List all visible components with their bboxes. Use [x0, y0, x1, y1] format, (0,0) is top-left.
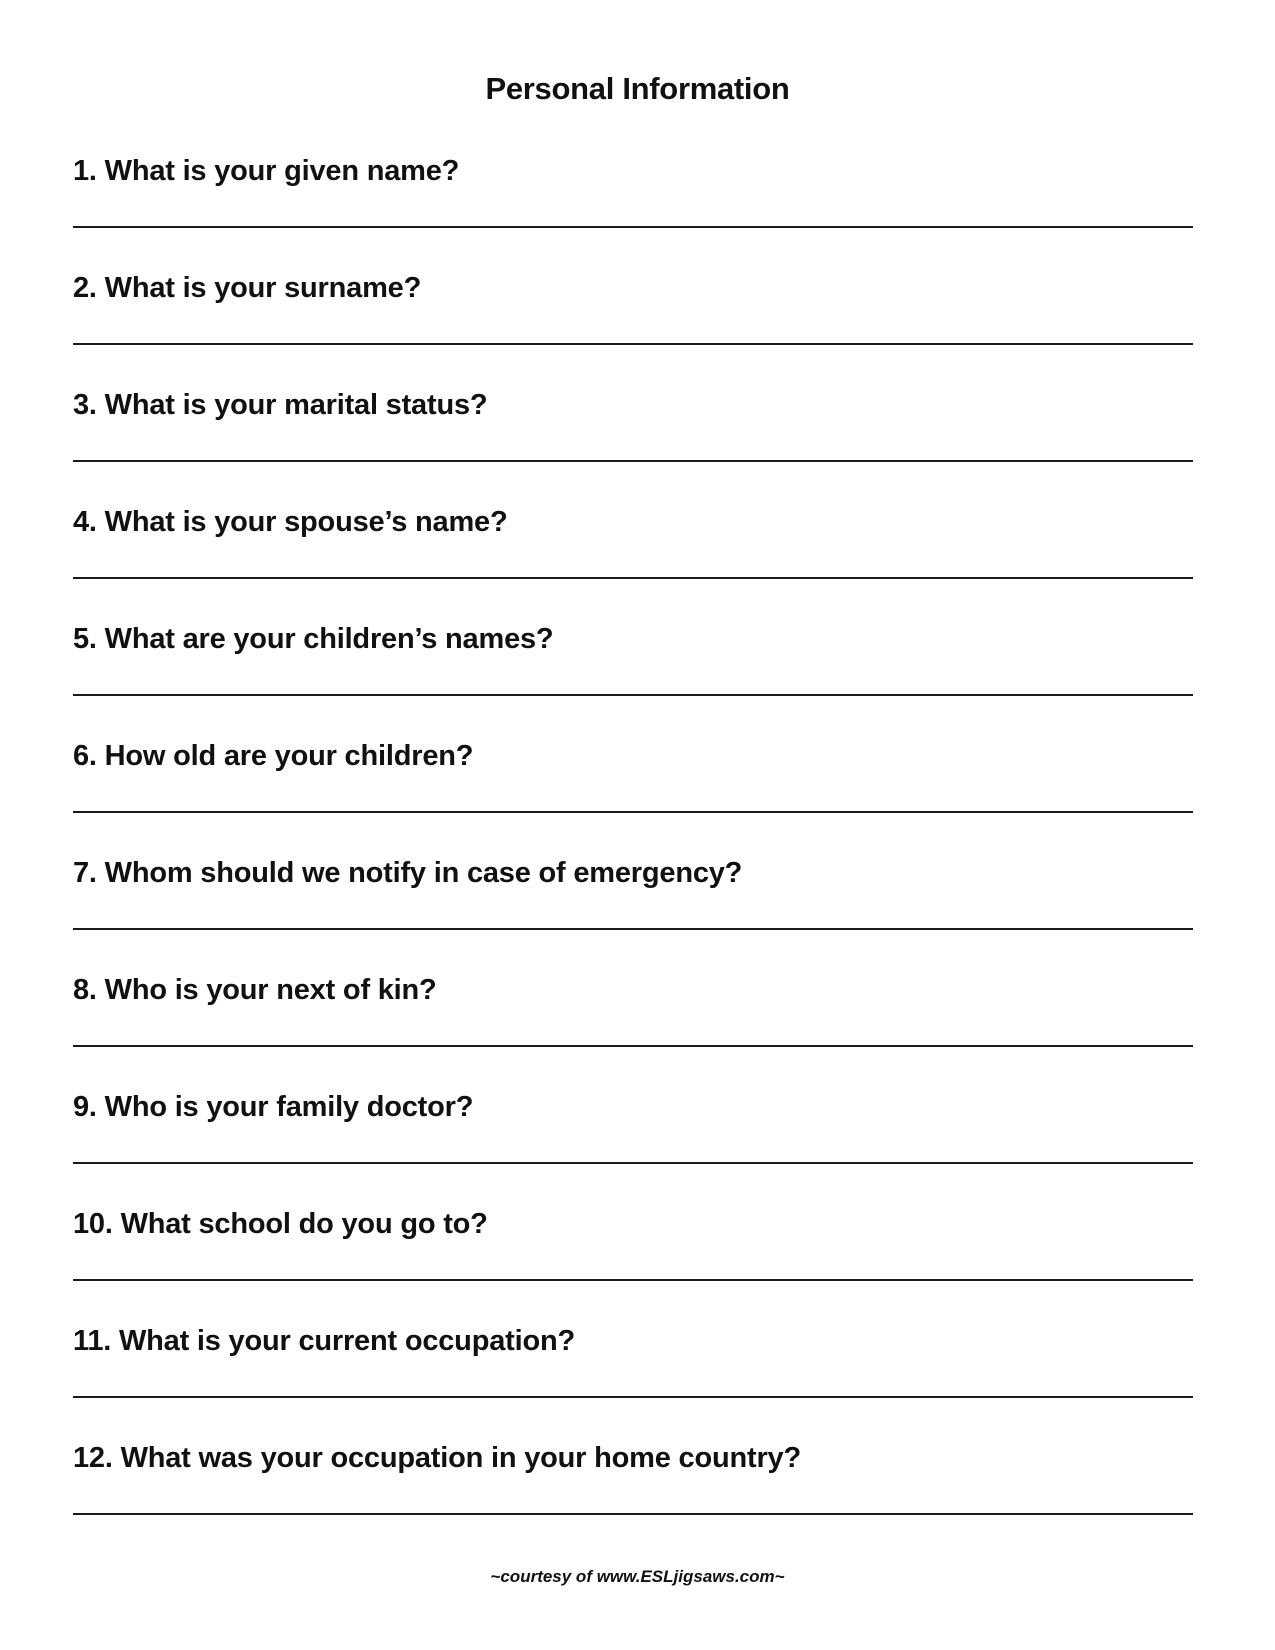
- question-item: [73, 1323, 1193, 1440]
- page-title: Personal Information: [485, 71, 790, 106]
- question-item: [73, 972, 1193, 1089]
- question-text: 11. What is your current occupation?: [73, 1325, 575, 1357]
- answer-line[interactable]: [73, 694, 1193, 696]
- question-text: 3. What is your marital status?: [73, 389, 488, 421]
- question-text: 4. What is your spouse’s name?: [73, 506, 508, 538]
- question-item: [73, 1089, 1193, 1206]
- answer-line[interactable]: [73, 577, 1193, 579]
- answer-line[interactable]: [73, 1279, 1193, 1281]
- question-item: [73, 504, 1193, 621]
- answer-line[interactable]: [73, 226, 1193, 228]
- question-text: 9. Who is your family doctor?: [73, 1091, 474, 1123]
- answer-line[interactable]: [73, 343, 1193, 345]
- question-item: [73, 153, 1193, 270]
- answer-line[interactable]: [73, 1045, 1193, 1047]
- question-item: [73, 1206, 1193, 1323]
- question-item: [73, 621, 1193, 738]
- question-text: 1. What is your given name?: [73, 155, 460, 187]
- answer-line[interactable]: [73, 1513, 1193, 1515]
- courtesy-footer: ~courtesy of www.ESLjigsaws.com~: [490, 1567, 785, 1586]
- answer-line[interactable]: [73, 928, 1193, 930]
- question-text: 2. What is your surname?: [73, 272, 422, 304]
- answer-line[interactable]: [73, 1162, 1193, 1164]
- question-text: 8. Who is your next of kin?: [73, 974, 437, 1006]
- answer-line[interactable]: [73, 811, 1193, 813]
- question-text: 5. What are your children’s names?: [73, 623, 554, 655]
- answer-line[interactable]: [73, 460, 1193, 462]
- question-text: 12. What was your occupation in your home country?: [73, 1442, 801, 1474]
- question-item: [73, 855, 1193, 972]
- question-text: 10. What school do you go to?: [73, 1208, 488, 1240]
- question-text: 7. Whom should we notify in case of emergency?: [73, 857, 743, 889]
- question-item: [73, 270, 1193, 387]
- question-text: 6. How old are your children?: [73, 740, 474, 772]
- answer-line[interactable]: [73, 1396, 1193, 1398]
- question-item: [73, 387, 1193, 504]
- question-item: [73, 738, 1193, 855]
- question-item: [73, 1440, 1193, 1557]
